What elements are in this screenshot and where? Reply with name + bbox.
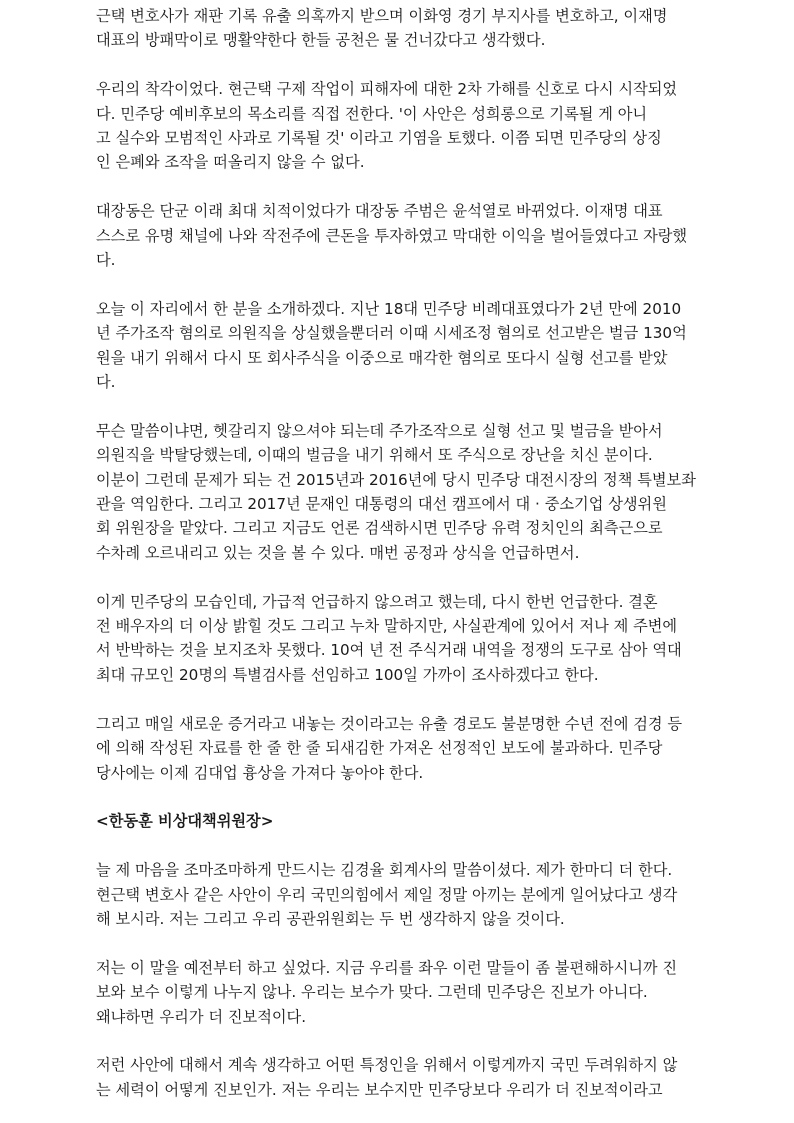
text-line: 보와 보수 이렇게 나누지 않나. 우리는 보수가 맞다. 그런데 민주당은 진보가 아니다. (96, 983, 648, 1002)
text-line: 의원직을 박탈당했는데, 이때의 벌금을 내기 위해서 또 주식으로 장난을 치신 분이다. (96, 446, 653, 465)
speaker-heading: <한동훈 비상대책위원장> (96, 812, 274, 831)
paragraph (96, 712, 698, 785)
text-line: 수차례 오르내리고 있는 것을 볼 수 있다. 매번 공정과 상식을 언급하면서. (96, 543, 580, 562)
text-line: 서 반박하는 것을 보지조차 못했다. 10여 년 전 주식거래 내역을 정쟁의 도구로 삼아 역대 (96, 641, 682, 660)
text-line: 에 의해 작성된 자료를 한 줄 한 줄 되새김한 가져온 선정적인 보도에 불과하다. 민주당 (96, 739, 663, 758)
text-line: 인 은폐와 조작을 떠올리지 않을 수 없다. (96, 153, 365, 172)
text-line: 년 주가조작 혐의로 의원직을 상실했을뿐더러 이때 시세조정 혐의로 선고받은 벌금 130억 (96, 324, 687, 343)
text-line: 왜냐하면 우리가 더 진보적이다. (96, 1007, 307, 1026)
text-line: 늘 제 마음을 조마조마하게 만드시는 김경율 회계사의 말씀이셨다. 제가 한마디 더 한다. (96, 861, 673, 880)
text-line: 우리의 착각이었다. 현근택 구제 작업이 피해자에 대한 2차 가해를 신호로 다시 시작되었 (96, 80, 678, 99)
text-line: 다. (96, 251, 116, 270)
text-line: 근택 변호사가 재판 기록 유출 의혹까지 받으며 이화영 경기 부지사를 변호하고, 이재명 (96, 7, 668, 25)
text-line: 전 배우자의 더 이상 밝힐 것도 그리고 누차 말하지만, 사실관계에 있어서 저나 제 주변에 (96, 617, 678, 636)
text-line: 이분이 그런데 문제가 되는 건 2015년과 2016년에 당시 민주당 대전시장의 정책 특별보좌 (96, 470, 696, 489)
text-line: 대표의 방패막이로 맹활약한다 한들 공천은 물 건너갔다고 생각했다. (96, 31, 546, 50)
paragraph (96, 956, 698, 1029)
text-line: 저런 사안에 대해서 계속 생각하고 어떤 특정인을 위해서 이렇게까지 국민 두려워하지 않 (96, 1056, 678, 1075)
text-line: 는 세력이 어떻게 진보인가. 저는 우리는 보수지만 민주당보다 우리가 더 진보적이라고 (96, 1080, 663, 1099)
paragraph (96, 4, 698, 53)
paragraph (96, 419, 698, 565)
text-line: 고 실수와 모범적인 사과로 기록될 것' 이라고 기염을 토했다. 이쯤 되면 민주당의 상징 (96, 129, 662, 148)
text-line: 대장동은 단군 이래 최대 치적이었다가 대장동 주범은 윤석열로 바뀌었다. 이재명 대표 (96, 202, 663, 221)
text-line: 이게 민주당의 모습인데, 가급적 언급하지 않으려고 했는데, 다시 한번 언급한다. 결혼 (96, 592, 658, 611)
paragraph (96, 199, 698, 272)
paragraph (96, 77, 698, 175)
text-line: 그리고 매일 새로운 증거라고 내놓는 것이라고는 유출 경로도 불분명한 수년 전에 검경 등 (96, 714, 683, 733)
text-line: 당사에는 이제 김대업 흉상을 가져다 놓아야 한다. (96, 763, 424, 782)
text-line: 저는 이 말을 예전부터 하고 싶었다. 지금 우리를 좌우 이런 말들이 좀 불편해하시니까 진 (96, 958, 678, 977)
text-line: 오늘 이 자리에서 한 분을 소개하겠다. 지난 18대 민주당 비례대표였다가 2년 만에 2010 (96, 299, 682, 318)
text-line: 해 보시라. 저는 그리고 우리 공관위원회는 두 번 생각하지 않을 것이다. (96, 909, 565, 928)
text-line: 무슨 말씀이냐면, 헷갈리지 않으셔야 되는데 주가조작으로 실형 선고 및 벌금을 받아서 (96, 421, 663, 440)
text-line: 다. 민주당 예비후보의 목소리를 직접 전한다. '이 사안은 성희롱으로 기록될 게 아니 (96, 104, 648, 123)
paragraph (96, 590, 698, 688)
text-line: 원을 내기 위해서 다시 또 회사주식을 이중으로 매각한 혐의로 또다시 실형 선고를 받았 (96, 348, 668, 367)
paragraph (96, 1053, 698, 1102)
text-line: 현근택 변호사 같은 사안이 우리 국민의힘에서 제일 정말 아끼는 분에게 일어났다고 생각 (96, 885, 678, 904)
text-line: 회 위원장을 맡았다. 그리고 지금도 언론 검색하시면 민주당 유력 정치인의 최측근으로 (96, 519, 663, 538)
text-line: 다. (96, 373, 116, 392)
text-line: 관을 역임한다. 그리고 2017년 문재인 대통령의 대선 캠프에서 대 · 중소기업 상생위원 (96, 495, 667, 514)
text-line: 최대 규모인 20명의 특별검사를 선임하고 100일 가까이 조사하겠다고 한다. (96, 665, 599, 684)
paragraph (96, 858, 698, 931)
text-line: 스스로 유명 채널에 나와 작전주에 큰돈을 투자하였고 막대한 이익을 벌어들였다고 자랑했 (96, 226, 688, 245)
paragraph (96, 297, 698, 395)
